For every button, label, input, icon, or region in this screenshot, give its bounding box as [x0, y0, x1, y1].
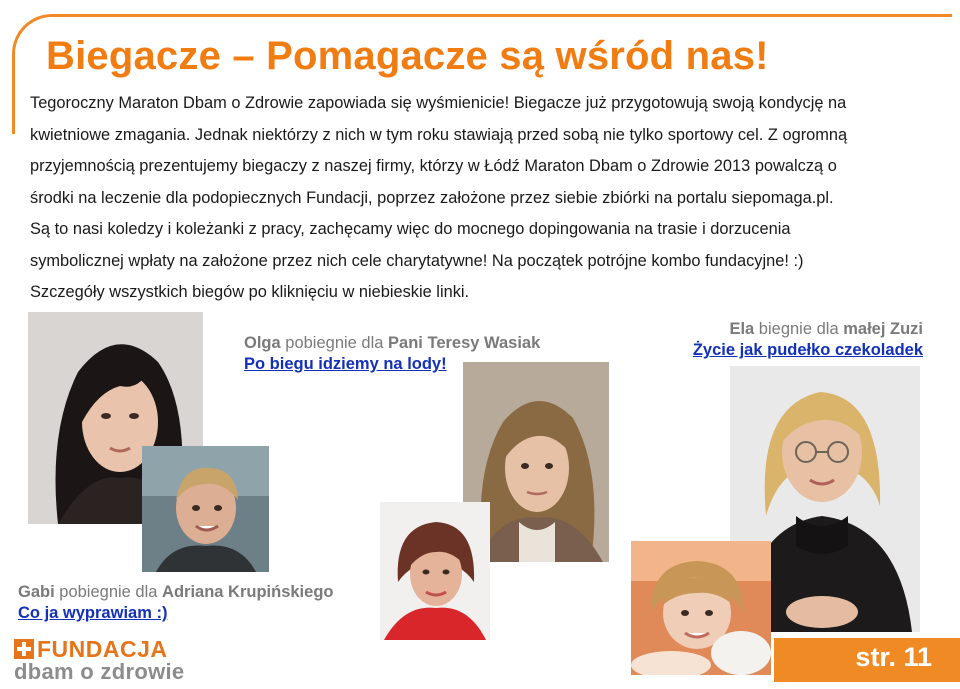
caption-connector: pobiegnie dla — [54, 583, 163, 601]
intro-text — [30, 88, 930, 309]
fundraiser-link-gabi[interactable]: Co ja wyprawiam :) — [18, 604, 168, 622]
runner-name: Gabi — [18, 583, 55, 601]
beneficiary-teresa-photo — [380, 502, 490, 640]
page-number-badge — [774, 638, 960, 682]
caption-connector: biegnie dla — [754, 320, 844, 338]
beneficiary-name: małej Zuzi — [843, 320, 923, 338]
foundation-logo — [14, 638, 224, 684]
intro-line: przyjemnością prezentujemy biegaczy z naszej firmy, którzy w Łódź Maraton Dbam o Zdrowie 2013 powalczą o — [30, 157, 837, 175]
intro-line: środki na leczenie dla podopiecznych Fundacji, poprzez założone przez siebie zbiórki na portalu siepomaga.pl. — [30, 188, 834, 207]
beneficiary-name: Pani Teresy Wasiak — [388, 334, 541, 352]
page-title: Biegacze – Pomagacze są wśród nas! — [46, 34, 769, 78]
cross-icon — [14, 639, 34, 659]
caption-gabi-line — [18, 582, 333, 603]
intro-line: symbolicznej wpłaty na założone przez nich cele charytatywne! Na początek potrójne kombo fundacyjne! :) — [30, 251, 804, 270]
beneficiary-adrian-photo — [142, 446, 269, 572]
caption-ela-line — [693, 319, 923, 340]
fundraiser-link-olga[interactable]: Po biegu idziemy na lody! — [244, 355, 447, 373]
logo-top-row — [14, 638, 168, 660]
page-number: str. 11 — [855, 642, 932, 672]
fundraiser-link-ela[interactable]: Życie jak pudełko czekoladek — [692, 341, 923, 359]
caption-ela — [693, 319, 923, 361]
logo-subtitle: dbam o zdrowie — [14, 659, 185, 684]
intro-line: Szczegóły wszystkich biegów po kliknięciu w niebieskie linki. — [30, 283, 470, 301]
beneficiary-name: Adriana Krupińskiego — [162, 583, 334, 601]
logo-word: FUNDACJA — [37, 636, 168, 662]
intro-line: Są to nasi koledzy i koleżanki z pracy, zachęcamy więc do mocnego dopingowania na trasie i dorzucenia — [30, 220, 791, 238]
caption-connector: pobiegnie dla — [280, 334, 389, 352]
runner-name: Ela — [729, 320, 755, 338]
intro-line: Tegoroczny Maraton Dbam o Zdrowie zapowiada się wyśmienicie! Biegacze już przygotowują swoją kondycję na — [30, 94, 847, 112]
caption-olga — [244, 333, 540, 375]
runner-name: Olga — [244, 334, 281, 352]
caption-olga-line — [244, 333, 540, 354]
beneficiary-zuzia-photo — [631, 541, 771, 675]
caption-gabi — [18, 582, 333, 624]
intro-line: kwietniowe zmagania. Jednak niektórzy z nich w tym roku stawiają przed sobą nie tylko sportowy cel. Z ogromną — [30, 125, 848, 144]
